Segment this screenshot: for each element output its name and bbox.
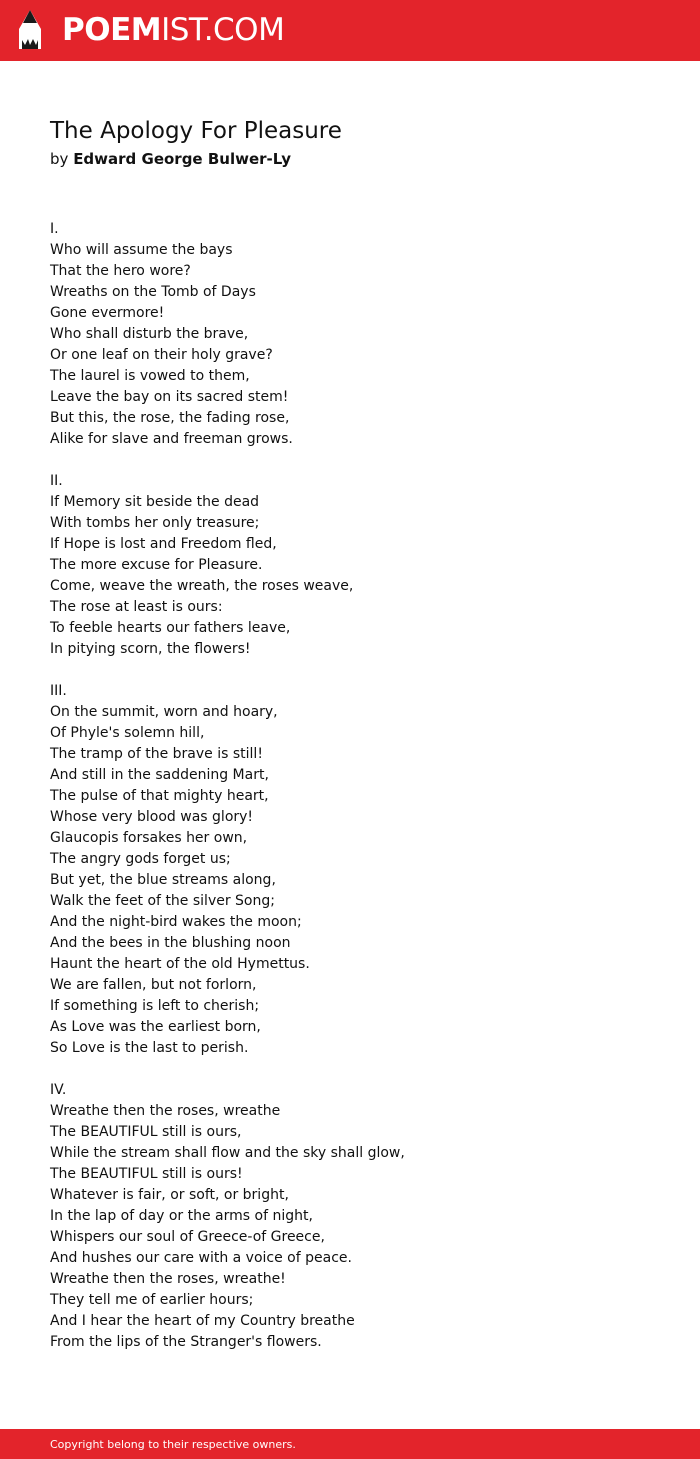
poem-line: And I hear the heart of my Country breathe [50,1313,355,1329]
poem-line: The BEAUTIFUL still is ours, [50,1124,242,1140]
poem-line: The BEAUTIFUL still is ours! [50,1166,243,1182]
poem-line: Glaucopis forsakes her own, [50,830,248,846]
poem-stanza [50,1080,670,1353]
poem-line: Who shall disturb the brave, [50,326,249,342]
poem-line: We are fallen, but not forlorn, [50,977,257,993]
poem-line: The angry gods forget us; [50,851,231,867]
poem-line: So Love is the last to perish. [50,1040,249,1056]
stanza-number: III. [50,683,67,699]
poem-line: Who will assume the bays [50,242,233,258]
poem-stanza [50,681,670,1059]
poem-byline [50,148,291,170]
poem-line: Whatever is fair, or soft, or bright, [50,1187,289,1203]
pencil-tip-icon[interactable] [17,9,43,51]
poem-line: Wreaths on the Tomb of Days [50,284,256,300]
poem-line: Or one leaf on their holy grave? [50,347,273,363]
site-footer [0,1429,700,1459]
stanza-number: I. [50,221,59,237]
poem-line: Wreathe then the roses, wreathe! [50,1271,286,1287]
copyright-text: Copyright belong to their respective owners. [50,1438,296,1451]
poem-line: But this, the rose, the fading rose, [50,410,290,426]
poem-stanza [50,219,670,450]
poem-line: The pulse of that mighty heart, [50,788,269,804]
site-header [0,0,700,61]
poem-stanza [50,471,670,660]
poem-line: Of Phyle's solemn hill, [50,725,205,741]
poem-line: Wreathe then the roses, wreathe [50,1103,281,1119]
poem-line: And hushes our care with a voice of peace. [50,1250,352,1266]
poem-line: The more excuse for Pleasure. [50,557,263,573]
poem-line: Come, weave the wreath, the roses weave, [50,578,354,594]
poem-line: But yet, the blue streams along, [50,872,276,888]
poem-line: Gone evermore! [50,305,165,321]
poem-line: That the hero wore? [50,263,191,279]
poem-line: In the lap of day or the arms of night, [50,1208,313,1224]
poem-author: Edward George Bulwer-Ly [73,150,292,168]
poem-line: And still in the saddening Mart, [50,767,269,783]
poem-line: And the night-bird wakes the moon; [50,914,302,930]
stanza-number: IV. [50,1082,67,1098]
poem-line: With tombs her only treasure; [50,515,260,531]
poem-line: And the bees in the blushing noon [50,935,291,951]
poem-line: Alike for slave and freeman grows. [50,431,293,447]
poem-line: The rose at least is ours: [50,599,223,615]
poem-line: In pitying scorn, the flowers! [50,641,251,657]
poem-line: From the lips of the Stranger's flowers. [50,1334,322,1350]
poem-line: They tell me of earlier hours; [50,1292,254,1308]
poem-line: If Hope is lost and Freedom fled, [50,536,277,552]
poem-line: On the summit, worn and hoary, [50,704,278,720]
by-label: by [50,150,69,168]
poem-line: Leave the bay on its sacred stem! [50,389,289,405]
poem-line: To feeble hearts our fathers leave, [50,620,291,636]
poem-line: While the stream shall flow and the sky shall glow, [50,1145,405,1161]
poem-line: The laurel is vowed to them, [50,368,250,384]
poem-line: As Love was the earliest born, [50,1019,261,1035]
stanza-number: II. [50,473,63,489]
site-logo[interactable] [62,12,284,48]
poem-line: Haunt the heart of the old Hymettus. [50,956,310,972]
logo-light-text: IST.COM [161,12,285,48]
logo-strong-text: POEM [62,12,162,48]
poem-line: Walk the feet of the silver Song; [50,893,275,909]
poem-title: The Apology For Pleasure [50,118,342,144]
poem-line: Whose very blood was glory! [50,809,254,825]
poem-line: If something is left to cherish; [50,998,260,1014]
poem-line: Whispers our soul of Greece-of Greece, [50,1229,325,1245]
poem-line: The tramp of the brave is still! [50,746,263,762]
poem-body [50,219,670,1374]
poem-line: If Memory sit beside the dead [50,494,260,510]
